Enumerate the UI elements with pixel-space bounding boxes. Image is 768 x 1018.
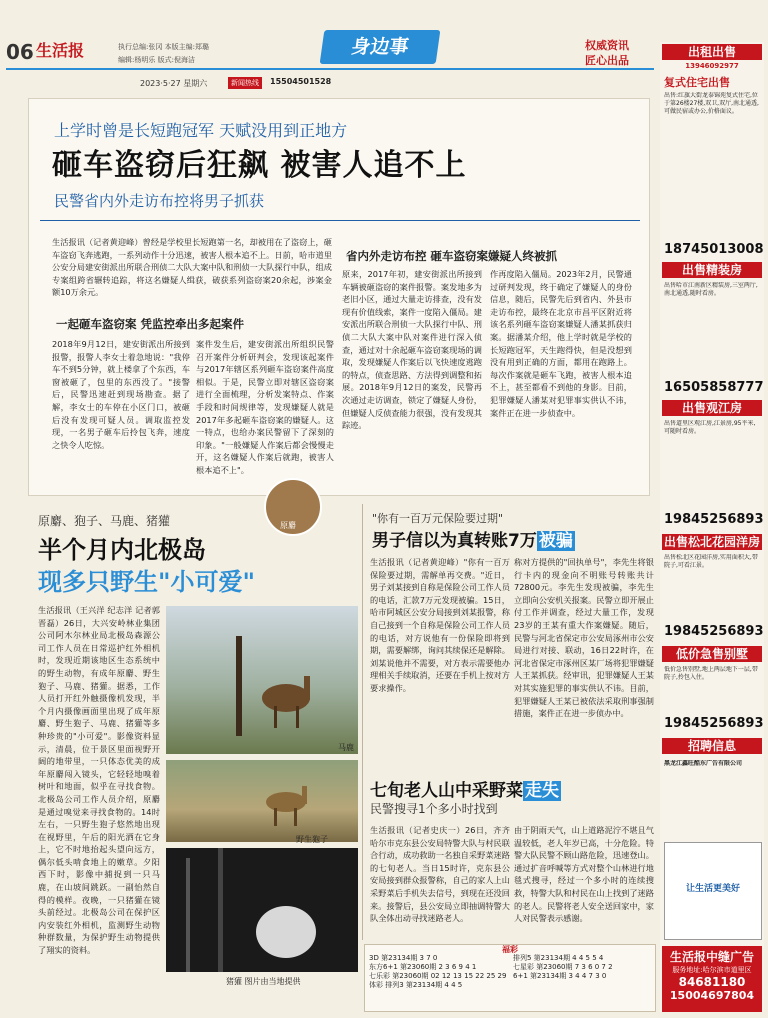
- lottery-box: [364, 944, 656, 1012]
- slogan-line-2: 匠心出品: [585, 54, 629, 67]
- photo-caption-roe-deer: 野生狍子: [296, 835, 328, 844]
- wildlife-body: 生活报讯（王兴洋 纪志洋 记者郭晋磊）26日，大兴安岭林业集团公司阿木尔林业局北极岛森源公司工作人员在日常巡护红外相机时，发现近期该地区生态系统中的野生动物，有成年原麝、野生狍子、马鹿、猪獾。据悉，工作人员打开红外触摄像机发现，半个月内摄像画面里出现了成年原麝、野生狍子、马鹿、猪獾等多种珍贵的"小可爱"。影像资料显示，清晨，位于景区里面视野开阔的地带里，一只体态优美的成年原麝闯入镜头，它轻轻地嗅着树叶和地面，似乎在寻找食物。北极岛公司工作人员介绍，原麝是通过嗅觉来寻找食物的。14时左右，一只野生狍子悠然地出现在视野里，午后的阳光洒在它身上，它不时地抬起头望向远方，偶尔低头啃食地上的嫩草。夕阳西下时，影像中捕捉到一只马鹿，在山坡间跳跃。一副怡然自得的模样。夜晚，一只猪獾在镜头前经过。北极岛公司在保护区内安装红外相机，监测野生动物种群数量，为保护野生动物提供了翔实的资料。: [38, 605, 160, 956]
- roe-deer-figure: [166, 760, 358, 842]
- ad-text-villa: 低价急售别墅,地上两层地下一层,带院子,拎包入住。: [664, 666, 758, 681]
- insurance-headline: [372, 526, 575, 551]
- lead-column-2: 案件发生后，建安街派出所组织民警召开案件分析研判会，发现该起案件与2017年辖区系列砸车盗窃案件高度相似。于是，民警立即对辖区盗窃案进行全面梳理，分析发案特点、作案手段和时间规律等，发现嫌疑人就是2017年多起砸车盗窃案的嫌疑人。这一特点，也给办案民警留下了深刻的印象。"一般嫌疑人作案后都会慢慢走开，这名嫌疑人作案后就跑，被害人根本追不上"。: [196, 339, 334, 475]
- lottery-line: 6+1 第23134期 3 4 4 7 3 0: [513, 972, 607, 980]
- ad-bottom-tel-2: 15004697804: [669, 989, 755, 1002]
- badger-photo: [166, 848, 358, 972]
- herbs-headline-text: 七旬老人山中采野菜: [370, 781, 523, 801]
- ad-sub-duplex: 复式住宅出售: [664, 76, 730, 89]
- lottery-line: 体彩 排列3 第23134期 4 4 5: [369, 981, 463, 989]
- insurance-tag: 被骗: [538, 531, 573, 551]
- herbs-column-1: 生活报讯（记者史庆一）26日，齐齐哈尔市克东县公安局特警大队与村民联合行动，成功救助一名独自采野菜迷路的七旬老人。当日15时许，克东县公安局接到群众报警称，自己的家人上山采野菜后手机失去信号，到现在还没回来。接警后，县公安局立即抽调特警大队全体出动寻找迷路老人。: [370, 825, 510, 924]
- lead-column-4: 作再度陷入僵局。2023年2月，民警通过研判发现，终于确定了嫌疑人的身份信息，随后，民警先后到省内、外县市走访布控，最终在北京市昌平区附近将该名系列砸车盗窃案嫌疑人潘某抓获归案。据潘某介绍，他上学时就是学校的长短跑冠军，天生跑得快，但是没想到没有用到正确的方面，都用在跑路上。每次作案就是砸车飞跑，被害人根本追不上，甚至都看不到他的身影。目前，犯罪嫌疑人潘某对犯罪事实供认不讳，案件正在进一步侦查中。: [490, 269, 632, 418]
- ad-head-rental: 出租出售: [662, 44, 762, 60]
- wildlife-headline-1: 半个月内北极岛: [38, 536, 206, 564]
- ad-bottom-tel-1: 84681180: [678, 975, 746, 989]
- lottery-line: 七星彩 第23060期 7 3 6 0 7 2: [513, 963, 613, 971]
- ad-text-duplex: 出售:红旗大街龙泰锦苑复式住宅,位于第26楼27楼,双卫,双厅,南北通透,可做民宿或办公,价格面议。: [664, 92, 759, 115]
- insurance-kicker: "你有一百万元保险要过期": [372, 512, 504, 525]
- masthead-rule: [6, 68, 654, 70]
- ad-company: 黑龙江鑫旺酷东广告有限公司: [664, 760, 743, 767]
- herbs-column-2: 由于阴雨天气，山上道路泥泞不堪且气温较低，老人年岁已高，十分危险。特警大队民警不顾山路危险，迅速登山。通过扩音呼喊等方式对整个山林进行地毯式搜寻，经过一个多小时的连续搜救，特警大队和村民在山上找到了迷路的老人。民警将老人安全送回家中，家人对民警表示感谢。: [514, 825, 654, 924]
- lead-subhead: 民警省内外走访布控将男子抓获: [54, 192, 265, 210]
- brand-logo: 生活报: [36, 41, 85, 60]
- badger-figure: [166, 848, 358, 972]
- ad-logo-text: 让生活更美好: [685, 884, 740, 894]
- lottery-line: 七乐彩 第23060期 02 12 13 15 22 25 29: [369, 972, 507, 980]
- lead-intro: 生活报讯（记者黄迎峰）曾经是学校里长短跑第一名，却被用在了盗窃上，砸车盗窃飞奔逃跑，一系列动作十分迅速，被害人根本追不上。日前，哈市道里公安分局建安街派出所联合刑侦二大队大案中队和刑侦一大队探行中队，组成专案组跨省辗转追踪，将这名嫌疑人缉获，破获系列盗窃案20余起，涉案金额10万余元。: [52, 237, 332, 298]
- red-deer-figure: [166, 606, 358, 754]
- herbs-subhead: 民警搜寻1个多小时找到: [370, 802, 498, 816]
- ad-head-riverview: 出售观江房: [662, 400, 762, 416]
- hotline-number: 15504501528: [270, 77, 332, 86]
- wildlife-kicker: 原麝、狍子、马鹿、猪獾: [38, 514, 171, 528]
- lead-column-3: 原来，2017年初，建安街派出所接到车辆被砸盗窃的案件报警。案发地多为老旧小区，通过大量走访排查，没有发现有价值线索，案件一度陷入僵局。建安派出所联合刑侦一大队探行中队、刑侦二大队大案中队对案件进行深入侦查，通过对十余起砸车盗窃案现场的调取，发现嫌疑人作案后以飞快速度逃跑的特点，侦查思路、方法得到调整和拓展。2018年9月12日的案发，民警再次通过走访调查，锁定了嫌疑人身份，但嫌疑人反侦查能力很强，没有发现其踪迹。: [342, 269, 482, 431]
- ad-text-riverview: 出售道里区观江房,江景房,95平米,可随时看房。: [664, 420, 756, 435]
- ad-number-3: 19845256893: [664, 512, 764, 527]
- wildlife-headline-2: 现多只野生"小可爱": [38, 568, 256, 596]
- lottery-title: 福彩: [502, 945, 518, 954]
- lottery-line: 排列5 第23134期 4 4 5 5 4: [513, 954, 604, 962]
- slogan-line-1: 权威资讯: [585, 39, 629, 52]
- ad-number-1: 18745013008: [664, 242, 764, 257]
- lead-subhead-1: 一起砸车盗窃案 凭监控牵出多起案件: [56, 317, 245, 331]
- ad-head-villa: 低价急售别墅: [662, 646, 762, 662]
- ad-bottom-sub: 服务地址:哈尔滨市道里区: [672, 966, 752, 974]
- roe-deer-photo: [166, 760, 358, 842]
- issue-date: 2023·5·27 星期六: [140, 79, 208, 88]
- ad-text-furnished: 出售哈市江南新区精装房,三室两厅,南北通透,随时看房。: [664, 282, 758, 297]
- ad-number-4: 19845256893: [664, 624, 764, 639]
- lead-subhead-2: 省内外走访布控 砸车盗窃案嫌疑人终被抓: [346, 249, 558, 263]
- lead-column-1: 2018年9月12日，建安街派出所接到报警，报警人李女士着急地说："我停车不到5分钟，就上楼拿了个东西，车窗被砸了，包里的东西没了。"接警后，民警迅速赶到现场勘查。据了解，李女士的车停在小区门口，被砸后没有发现可疑人员。调取监控发现，一名男子砸车后拎包飞奔，速度之快令人吃惊。: [52, 339, 190, 450]
- lead-kicker: 上学时曾是长短跑冠军 天赋没用到正地方: [54, 121, 348, 140]
- ad-logo-box: [664, 842, 762, 940]
- ad-bottom-title: 生活报中缝广告: [669, 950, 754, 964]
- ad-text-garden: 出售松北区花园洋房,实用面积大,带院子,可看江景。: [664, 554, 758, 569]
- page-number: 06: [6, 40, 34, 64]
- ad-head-recruit: 招聘信息: [662, 738, 762, 754]
- ad-phone-rental: 13946092977: [685, 62, 739, 70]
- lead-rule: [40, 220, 640, 221]
- column-divider: [362, 504, 363, 940]
- lottery-line: 东方6+1 第23060期 2 3 6 9 4 1: [369, 963, 477, 971]
- ad-number-2: 16505858777: [664, 380, 764, 395]
- lottery-lines: [365, 954, 655, 990]
- ad-head-garden: 出售松北花园洋房: [663, 535, 760, 549]
- insurance-column-2: 称对方提供的"回执单号"，李先生将银行卡内的现金向不明账号转账共计72800元。李先生发现被骗，李先生立即向公安机关报案。民警立即开展止付工作并调查，经过大量工作，发现23岁的王某有重大作案嫌疑。随后，民警与河北省保定市公安局涿州市公安局进行对接、联动，16日22时许，在河北省保定市涿州区某厂场将犯罪嫌疑人王某抓获。经审讯，犯罪嫌疑人王某对其实施犯罪的事实供认不讳。目前，犯罪嫌疑人王某已被依法采取刑事强制措施，案件正在进一步侦办中。: [514, 557, 654, 719]
- ad-bottom-banner: [662, 946, 762, 1012]
- editor-credit: 执行总编:张冈 本版主编:郑璐: [118, 43, 209, 51]
- ad-number-5: 19845256893: [664, 716, 764, 731]
- insurance-column-1: 生活报讯（记者黄迎峰）"你有一百万保险要过期，需解单再交费。"近日，男子刘某接到自称是保险公司工作人员的电话，汇款7万元发现被骗。15日，哈市阿城区公安分局接到刘某报警，称自己接到一个自称是保险公司工作人员的电话，对方说他有一份保险即将到期，需要解绑，询问其续保还是解除。刘某说他并不需要，对方表示需要他办理相关手续取消，还要在手机上按对方要求操作。: [370, 557, 510, 693]
- herbs-headline: [370, 776, 561, 801]
- section-banner: 身边事: [320, 30, 441, 64]
- herbs-tag: 走失: [525, 781, 559, 801]
- portrait-label: 原麝: [280, 521, 296, 530]
- ad-head-furnished: 出售精装房: [662, 262, 762, 278]
- slogan: [585, 38, 629, 68]
- hotline-label: 新闻热线: [228, 77, 262, 89]
- lead-headline: 砸车盗窃后狂飙 被害人追不上: [52, 148, 467, 183]
- insurance-headline-text: 男子信以为真转账7万: [372, 531, 537, 551]
- copyeditor-credit: 编辑:杨明乐 版式:倪海洁: [118, 56, 195, 64]
- photo-caption-badger: 猪獾 图片由当地提供: [226, 977, 301, 986]
- photo-caption-red-deer: 马鹿: [338, 743, 354, 752]
- lottery-line: 3D 第23134期 3 7 0: [369, 954, 438, 962]
- red-deer-photo: [166, 606, 358, 754]
